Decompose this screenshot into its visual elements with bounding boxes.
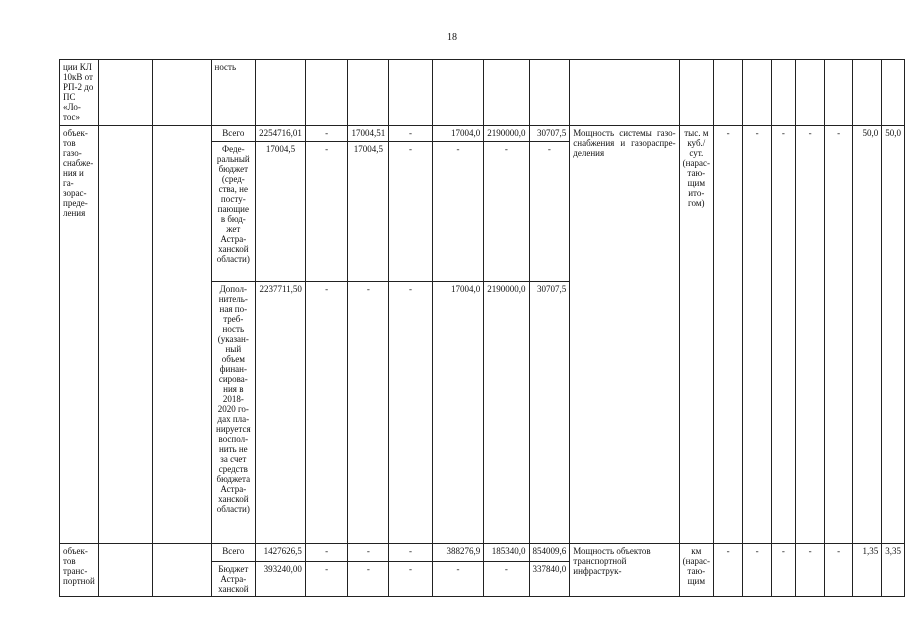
value-cell: - xyxy=(432,142,484,282)
value-cell: 17004,0 xyxy=(432,282,484,544)
target-cell: 1,35 xyxy=(852,544,881,597)
program-table xyxy=(59,59,905,597)
empty-cell xyxy=(882,60,905,126)
empty-cell xyxy=(771,60,795,126)
value-cell: - xyxy=(389,126,433,142)
target-cell: 50,0 xyxy=(852,126,881,544)
value-cell: 393240,00 xyxy=(256,562,306,597)
value-cell: 30707,5 xyxy=(529,126,570,142)
empty-cell xyxy=(98,60,153,126)
value-cell: - xyxy=(432,562,484,597)
source-cell: Допол-нитель-ная по-треб-ность (указан-ный объем финан-сирова-ния в 2018-2020 го-дах пла-нируется воспол-нить не за счет средств бюджета Астра-ханской области) xyxy=(211,282,256,544)
value-cell: 17004,5 xyxy=(256,142,306,282)
empty-cell xyxy=(795,60,824,126)
empty-cell xyxy=(256,60,306,126)
empty-cell xyxy=(713,60,742,126)
empty-cell xyxy=(153,126,211,544)
value-cell: 30707,5 xyxy=(529,282,570,544)
value-cell: - xyxy=(389,142,433,282)
target-cell: 3,35 xyxy=(882,544,905,597)
object-name-cell: ции КЛ 10кВ от РП-2 до ПС «Ло-тос» xyxy=(60,60,99,126)
target-cell: - xyxy=(713,126,742,544)
empty-cell xyxy=(825,60,853,126)
empty-cell xyxy=(389,60,433,126)
value-cell: - xyxy=(348,544,389,562)
value-cell: 185340,0 xyxy=(484,544,529,562)
value-cell: 2254716,01 xyxy=(256,126,306,142)
value-cell: - xyxy=(305,126,348,142)
target-cell: - xyxy=(771,126,795,544)
empty-cell xyxy=(432,60,484,126)
empty-cell xyxy=(153,60,211,126)
value-cell: - xyxy=(389,562,433,597)
empty-cell xyxy=(529,60,570,126)
target-cell: - xyxy=(795,126,824,544)
empty-cell xyxy=(98,126,153,544)
empty-cell xyxy=(98,544,153,597)
target-cell: - xyxy=(743,544,772,597)
target-cell: - xyxy=(795,544,824,597)
object-name-cell: объек-тов транс-портной xyxy=(60,544,99,597)
value-cell: - xyxy=(389,282,433,544)
value-cell: 1427626,5 xyxy=(256,544,306,562)
source-cell: ность xyxy=(211,60,256,126)
value-cell: 2190000,0 xyxy=(484,126,529,142)
unit-cell: км (нарас-таю-щим xyxy=(679,544,713,597)
value-cell: - xyxy=(348,282,389,544)
value-cell: 17004,5 xyxy=(348,142,389,282)
value-cell: 2237711,50 xyxy=(256,282,306,544)
value-cell: 337840,0 xyxy=(529,562,570,597)
value-cell: 17004,51 xyxy=(348,126,389,142)
value-cell: 854009,6 xyxy=(529,544,570,562)
unit-cell: тыс. м куб./ сут. (нарас-таю-щим ито-гом) xyxy=(679,126,713,544)
source-cell: Всего xyxy=(211,126,256,142)
value-cell: - xyxy=(484,142,529,282)
empty-cell xyxy=(484,60,529,126)
table-row xyxy=(60,126,905,142)
object-name-cell: объек-тов газо-снабже-ния и га-зорас-преде-ления xyxy=(60,126,99,544)
page-number: 18 xyxy=(447,32,457,43)
value-cell: - xyxy=(305,142,348,282)
indicator-cell: Мощность системы газо-снабжения и газораспре-деления xyxy=(570,126,679,544)
target-cell: - xyxy=(825,126,853,544)
target-cell: - xyxy=(825,544,853,597)
value-cell: - xyxy=(529,142,570,282)
empty-cell xyxy=(679,60,713,126)
source-cell: Всего xyxy=(211,544,256,562)
source-cell: Бюджет Астра-ханской xyxy=(211,562,256,597)
value-cell: - xyxy=(305,562,348,597)
table-row xyxy=(60,60,905,126)
empty-cell xyxy=(570,60,679,126)
value-cell: 2190000,0 xyxy=(484,282,529,544)
value-cell: - xyxy=(305,544,348,562)
value-cell: - xyxy=(389,544,433,562)
source-cell: Феде-ральный бюджет (сред-ства, не посту-пающие в бюд-жет Астра-ханской области) xyxy=(211,142,256,282)
target-cell: - xyxy=(713,544,742,597)
value-cell: - xyxy=(348,562,389,597)
target-cell: - xyxy=(743,126,772,544)
value-cell: 17004,0 xyxy=(432,126,484,142)
table-row xyxy=(60,544,905,562)
indicator-cell: Мощность объектов транспортной инфраструк- xyxy=(570,544,679,597)
empty-cell xyxy=(743,60,772,126)
target-cell: 50,0 xyxy=(882,126,905,544)
empty-cell xyxy=(852,60,881,126)
value-cell: - xyxy=(484,562,529,597)
empty-cell xyxy=(348,60,389,126)
value-cell: 388276,9 xyxy=(432,544,484,562)
empty-cell xyxy=(305,60,348,126)
value-cell: - xyxy=(305,282,348,544)
empty-cell xyxy=(153,544,211,597)
target-cell: - xyxy=(771,544,795,597)
